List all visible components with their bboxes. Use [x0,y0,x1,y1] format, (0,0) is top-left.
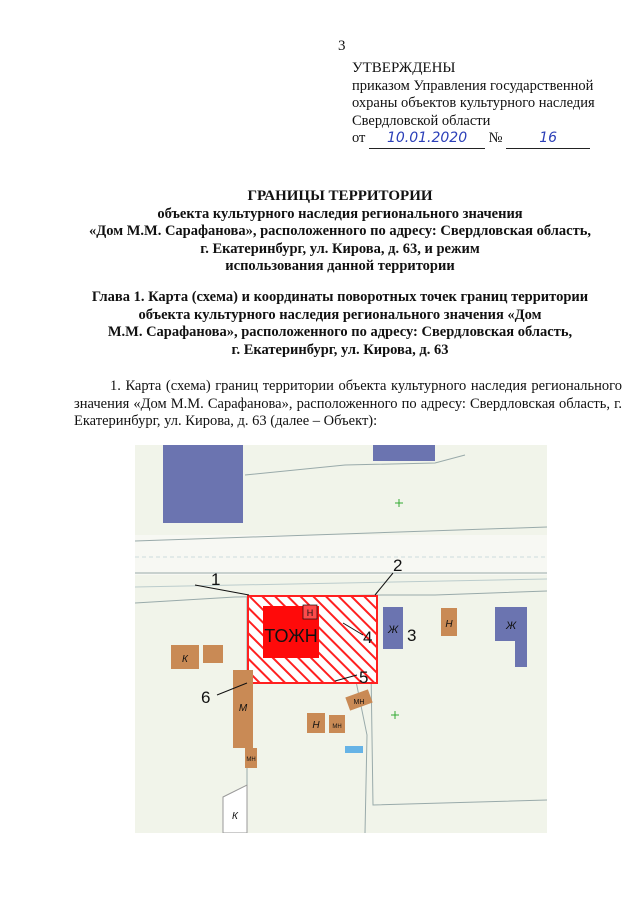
date-value: 10.01.2020 [386,130,468,146]
building-nonresidential [203,645,223,663]
point-label-2: 2 [393,556,403,575]
chapter-line-1: Глава 1. Карта (схема) и координаты поворотных точек границ территории [91,289,589,305]
title-line-5: использования данной территории [225,258,455,275]
approval-line-1: приказом Управления государственной [352,77,594,94]
building-label: Ж [505,620,517,632]
building-label: К [182,654,188,665]
building-residential-top [373,445,435,461]
point-label-4: 4 [363,628,373,647]
approval-date-row [352,130,622,149]
document-title [60,188,620,276]
title-line-1: ГРАНИЦЫ ТЕРРИТОРИИ [247,188,433,204]
chapter-heading [60,289,620,359]
building-residential-top [163,445,243,523]
building-label: М [238,703,248,714]
title-line-2: объекта культурного наследия регионального значения [157,205,523,222]
building-label: МН [353,699,365,706]
building-label: К [232,811,238,822]
street-band [135,535,547,575]
chapter-line-2: объекта культурного наследия регионального значения «Дом [138,306,542,323]
small-structure [345,746,363,753]
point-label-6: 6 [201,688,211,707]
territory-map-svg [135,445,547,833]
point-label-5: 5 [359,668,369,687]
page-number: 3 [338,38,346,54]
building-label: МН [246,757,256,763]
body-paragraph: 1. Карта (схема) границ территории объекта культурного наследия регионального значения «Дом М.М. Сарафанова», расположенного по адресу: Свердловская область, г. Екатеринбург, ул. Кирова, д. 63 (далее – Объект): [74,378,622,430]
title-line-3: «Дом М.М. Сарафанова», расположенного по адресу: Свердловская область, [89,223,591,240]
point-label-1: 1 [211,570,221,589]
point-label-3: 3 [407,626,417,645]
number-field [506,130,590,149]
approval-line-3: Свердловской области [352,112,491,129]
approval-line-2: охраны объектов культурного наследия [352,95,595,111]
approval-stamp [352,60,622,149]
building-label: МН [332,724,342,730]
number-prefix: № [488,130,503,146]
chapter-line-4: г. Екатеринбург, ул. Кирова, д. 63 [231,341,449,358]
object-label: ТОЖН [264,626,318,646]
date-prefix: от [352,130,366,146]
number-value: 16 [539,130,558,146]
building-label: Н [445,619,453,630]
territory-map [135,445,547,833]
title-line-4: г. Екатеринбург, ул. Кирова, д. 63, и режим [200,240,480,257]
building-label: Ж [387,624,399,636]
chapter-line-3: М.М. Сарафанова», расположенного по адресу: Свердловская область, [107,324,573,341]
approval-heading: УТВЕРЖДЕНЫ [352,60,456,76]
building-label: Н [306,608,314,618]
date-field [369,130,485,149]
building-label: Н [312,720,320,731]
